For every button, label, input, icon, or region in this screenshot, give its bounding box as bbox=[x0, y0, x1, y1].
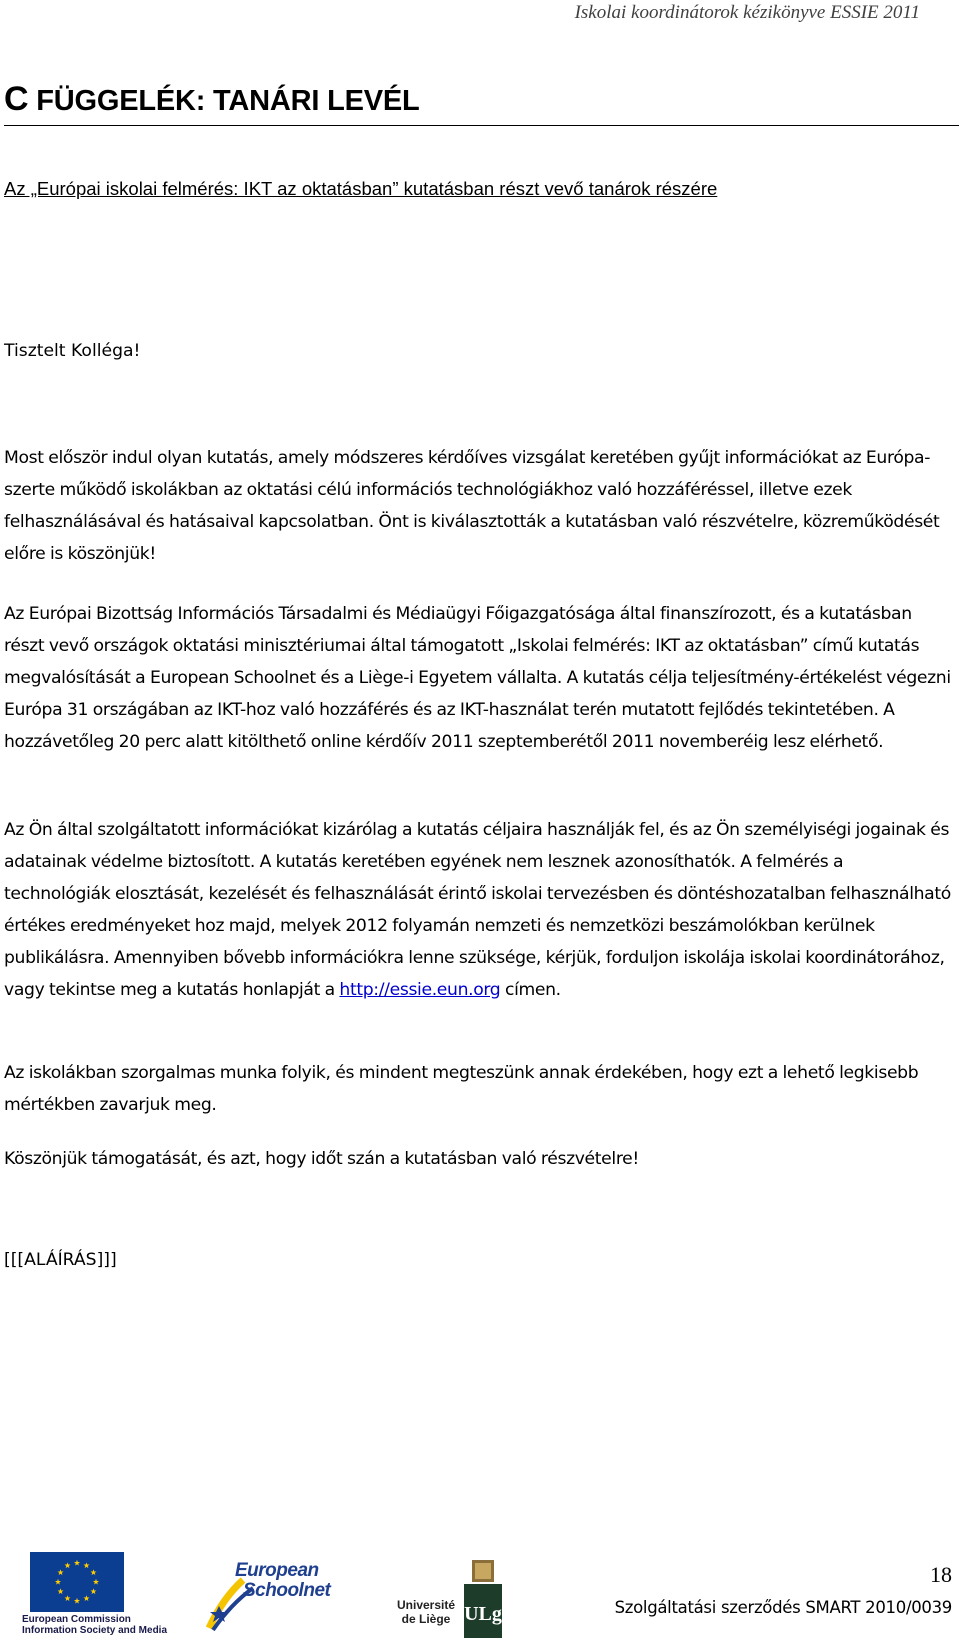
ulg-line2: de Liège bbox=[401, 1612, 451, 1626]
ulg-mark: ULg bbox=[464, 1603, 502, 1625]
salutation: Tisztelt Kolléga! bbox=[4, 341, 141, 361]
contract-reference: Szolgáltatási szerződés SMART 2010/0039 bbox=[614, 1598, 952, 1617]
signature-placeholder: [[[ALÁÍRÁS]]] bbox=[4, 1250, 117, 1270]
paragraph-intro: Most először indul olyan kutatás, amely módszeres kérdőíves vizsgálat keretében gyűjt információkat az Európa-szerte működő iskolákban az oktatási célú információs technológiákhoz való hozzáféréssel, illetve ezek felhasználásával és hatásaival kapcsolatban. Önt is kiválasztották a kutatásban való részvételre, közreműködését előre is köszönjük! bbox=[4, 448, 940, 564]
ec-caption-line2: Information Society and Media bbox=[22, 1625, 168, 1636]
essie-website-link[interactable]: http://essie.eun.org bbox=[339, 980, 501, 1000]
ulg-line1: Université bbox=[396, 1598, 456, 1612]
ec-caption-line1: European Commission bbox=[22, 1614, 131, 1625]
page-number: 18 bbox=[930, 1562, 952, 1587]
paragraph-privacy-end: címen. bbox=[500, 980, 561, 1000]
running-header: Iskolai koordinátorok kézikönyve ESSIE 2011 bbox=[574, 2, 920, 23]
universite-de-liege-logo bbox=[396, 1558, 506, 1640]
schoolnet-word-european: European bbox=[235, 1560, 319, 1581]
paragraph-funding: Az Európai Bizottság Információs Társadalmi és Médiaügyi Főigazgatósága által finanszírozott, és a kutatásban részt vevő országok oktatási minisztériumai által támogatott „Iskolai felmérés: IKT az oktatásban” című kutatás megvalósítását a European Schoolnet és a Liège-i Egyetem vállalta. A kutatás célja teljesítmény-értékelést végezni Európa 31 országában az IKT-hoz való hozzáférés és az IKT-használat terén mutatott fejlődés tekintetében. A hozzávetőleg 20 perc alatt kitölthető online kérdőív 2011 szeptemberétől 2011 novemberéig lesz elérhető. bbox=[4, 604, 951, 752]
letter-subtitle: Az „Európai iskolai felmérés: IKT az oktatásban” kutatásban részt vevő tanárok részére bbox=[4, 178, 718, 199]
paragraph-privacy-text: Az Ön által szolgáltatott információkat kizárólag a kutatás céljaira használják fel, és az Ön személyiségi jogainak és adatainak védelme biztosított. A kutatás keretében egyének nem lesznek azonosíthatók. A felmérés a technológiák elosztását, kezelését és felhasználását érintő iskolai tervezésben és döntéshozatalban felhasználható értékes eredményeket hoz majd, melyek 2012 folyamán nemzeti és nemzetközi beszámolókban kerülnek publikálásra. Amennyiben bővebb információkra lenne szüksége, kérjük, forduljon iskolája iskolai koordinátorához, vagy tekintse meg a kutatás honlapját a bbox=[4, 820, 951, 1000]
paragraph-thanks: Köszönjük támogatását, és azt, hogy időt szán a kutatásban való részvételre! bbox=[4, 1149, 639, 1169]
appendix-title-initial: C bbox=[4, 80, 29, 118]
eu-flag-icon bbox=[30, 1552, 124, 1612]
european-schoolnet-logo bbox=[205, 1558, 360, 1633]
paragraph-disturbance: Az iskolákban szorgalmas munka folyik, és mindent megteszünk annak érdekében, hogy ezt a lehető legkisebb mértékben zavarjuk meg. bbox=[4, 1063, 919, 1115]
ulg-crest-icon bbox=[458, 1558, 508, 1640]
paragraph-privacy bbox=[4, 814, 954, 1006]
european-commission-logo bbox=[22, 1552, 168, 1636]
appendix-title-rest: FÜGGELÉK: TANÁRI LEVÉL bbox=[28, 85, 420, 117]
schoolnet-word-schoolnet: Schoolnet bbox=[243, 1580, 331, 1601]
appendix-title bbox=[4, 80, 959, 126]
